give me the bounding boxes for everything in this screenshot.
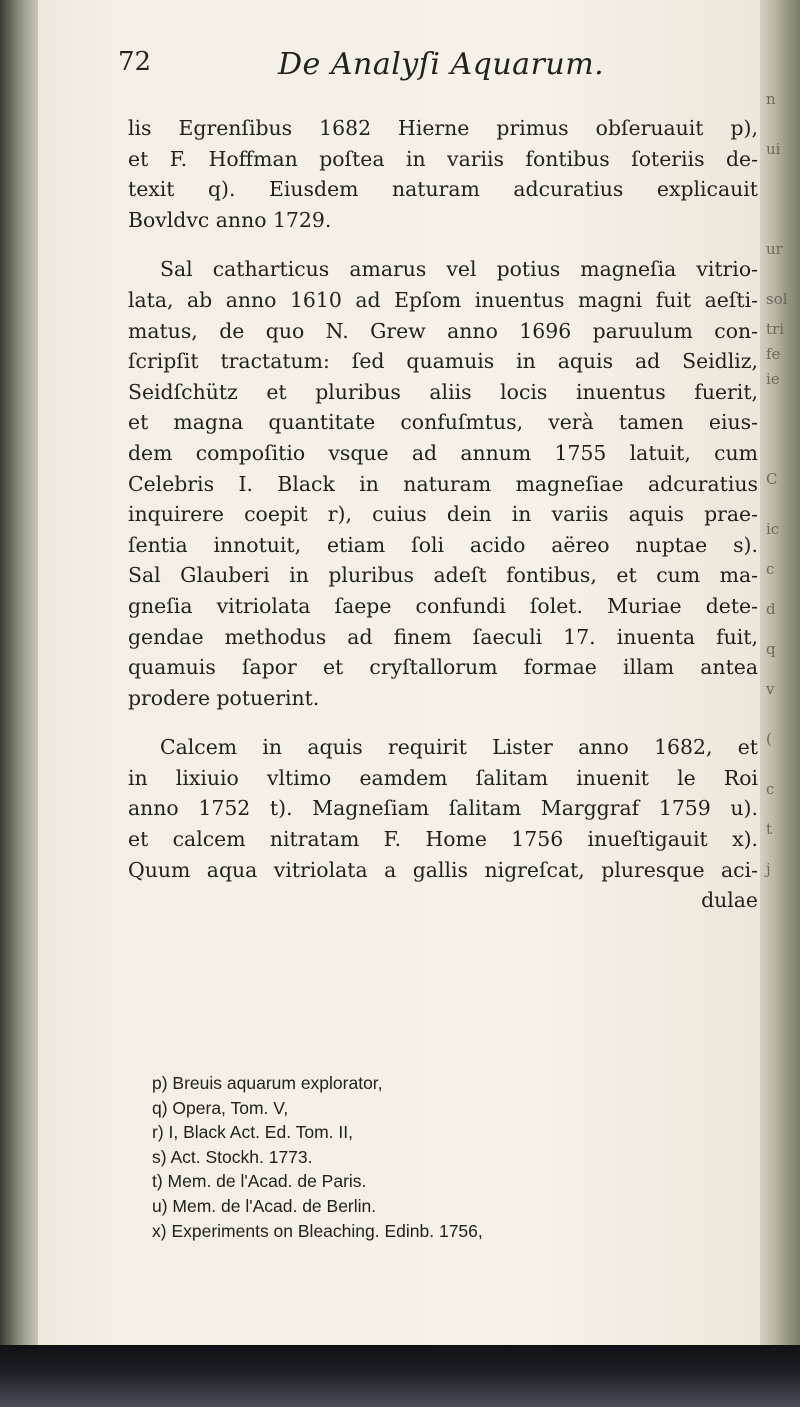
text-line: ſcripſit tractatum: ſed quamuis in aquis ad Seidliz, [128, 349, 758, 374]
text-line: lis Egrenſibus 1682 Hierne primus obſeruauit p), [128, 116, 758, 140]
facing-page-edge [760, 0, 800, 1345]
facing-page-bleed-text: v [766, 680, 775, 698]
scan-bottom-shadow [0, 1345, 800, 1407]
footnote: x) Experiments on Bleaching. Edinb. 1756, [152, 1220, 483, 1241]
text-line: Sal catharticus amarus vel potius magneſia vitrio- [160, 257, 758, 282]
footnote: r) I, Black Act. Ed. Tom. II, [152, 1122, 353, 1143]
facing-page-bleed-text: fe [766, 345, 781, 363]
page-header [118, 47, 738, 95]
text-line: prodere potuerint. [128, 685, 320, 710]
text-line: texit q). Eiusdem naturam adcuratius explicauit [128, 177, 758, 202]
facing-page-bleed-text: q [766, 640, 776, 658]
catchword: dulae [701, 888, 758, 913]
binding-edge-left [0, 0, 40, 1345]
facing-page-bleed-text: ie [766, 370, 780, 388]
body-text [128, 113, 758, 916]
text-line: dem compoſitio vsque ad annum 1755 latuit, cum [128, 440, 758, 465]
text-line: gneſia vitriolata ſaepe confundi ſolet. Muriae dete- [128, 593, 758, 618]
text-line: et calcem nitratam F. Home 1756 inueſtigauit x). [128, 827, 758, 852]
footnote: u) Mem. de l'Acad. de Berlin. [152, 1195, 377, 1216]
running-title: De Analyſi Aquarum. [278, 47, 605, 82]
facing-page-bleed-text: n [766, 90, 776, 108]
text-line: matus, de quo N. Grew anno 1696 paruulum con- [128, 318, 758, 343]
facing-page-bleed-text: c [766, 780, 775, 798]
footnote: t) Mem. de l'Acad. de Paris. [152, 1171, 367, 1192]
text-line: ſentia innotuit, etiam ſoli acido aëreo nuptae s). [128, 532, 758, 557]
facing-page-bleed-text: ur [766, 240, 783, 258]
text-line: Seidſchütz et pluribus aliis locis inuentus fuerit, [128, 379, 758, 404]
text-line: lata, ab anno 1610 ad Epſom inuentus magni fuit aeſti- [128, 287, 758, 312]
facing-page-bleed-text: d [766, 600, 776, 618]
text-line: anno 1752 t). Magneſiam ſalitam Marggraf 1759 u). [128, 796, 758, 821]
text-line: et F. Hoffman poſtea in variis fontibus ſoteriis de- [128, 146, 758, 171]
text-line: Sal Glauberi in pluribus adeſt fontibus, et cum ma- [128, 563, 758, 588]
footnote: s) Act. Stockh. 1773. [152, 1146, 313, 1167]
text-line: Celebris I. Black in naturam magneſiae adcuratius [128, 471, 758, 496]
facing-page-bleed-text: ic [766, 520, 780, 538]
facing-page-bleed-text: sol [766, 290, 788, 308]
facing-page-bleed-text: tri [766, 320, 784, 338]
facing-page-bleed-text: t [766, 820, 773, 838]
facing-page-bleed-text: ( [766, 730, 772, 748]
facing-page-bleed-text: ui [766, 140, 781, 158]
text-line: Quum aqua vitriolata a gallis nigreſcat, pluresque aci- [128, 857, 758, 882]
text-line: Bovldvc anno 1729. [128, 207, 332, 232]
text-line: quamuis ſapor et cryſtallorum formae illam antea [128, 655, 758, 680]
text-line: gendae methodus ad finem ſaeculi 17. inuenta fuit, [128, 624, 758, 649]
footnote: p) Breuis aquarum explorator, [152, 1073, 383, 1093]
footnote: q) Opera, Tom. V, [152, 1097, 289, 1118]
footnotes [152, 1071, 652, 1243]
text-line: et magna quantitate confuſmtus, verà tamen eius- [128, 410, 758, 435]
facing-page-bleed-text: c [766, 560, 775, 578]
page-number: 72 [118, 47, 152, 77]
facing-page-bleed-text: j [766, 860, 771, 878]
text-line: in lixiuio vltimo eamdem ſalitam inuenit le Roi [128, 765, 758, 790]
text-line: inquirere coepit r), cuius dein in variis aquis prae- [128, 502, 758, 527]
text-line: Calcem in aquis requirit Lister anno 1682, et [160, 735, 758, 760]
facing-page-bleed-text: C [766, 470, 778, 488]
